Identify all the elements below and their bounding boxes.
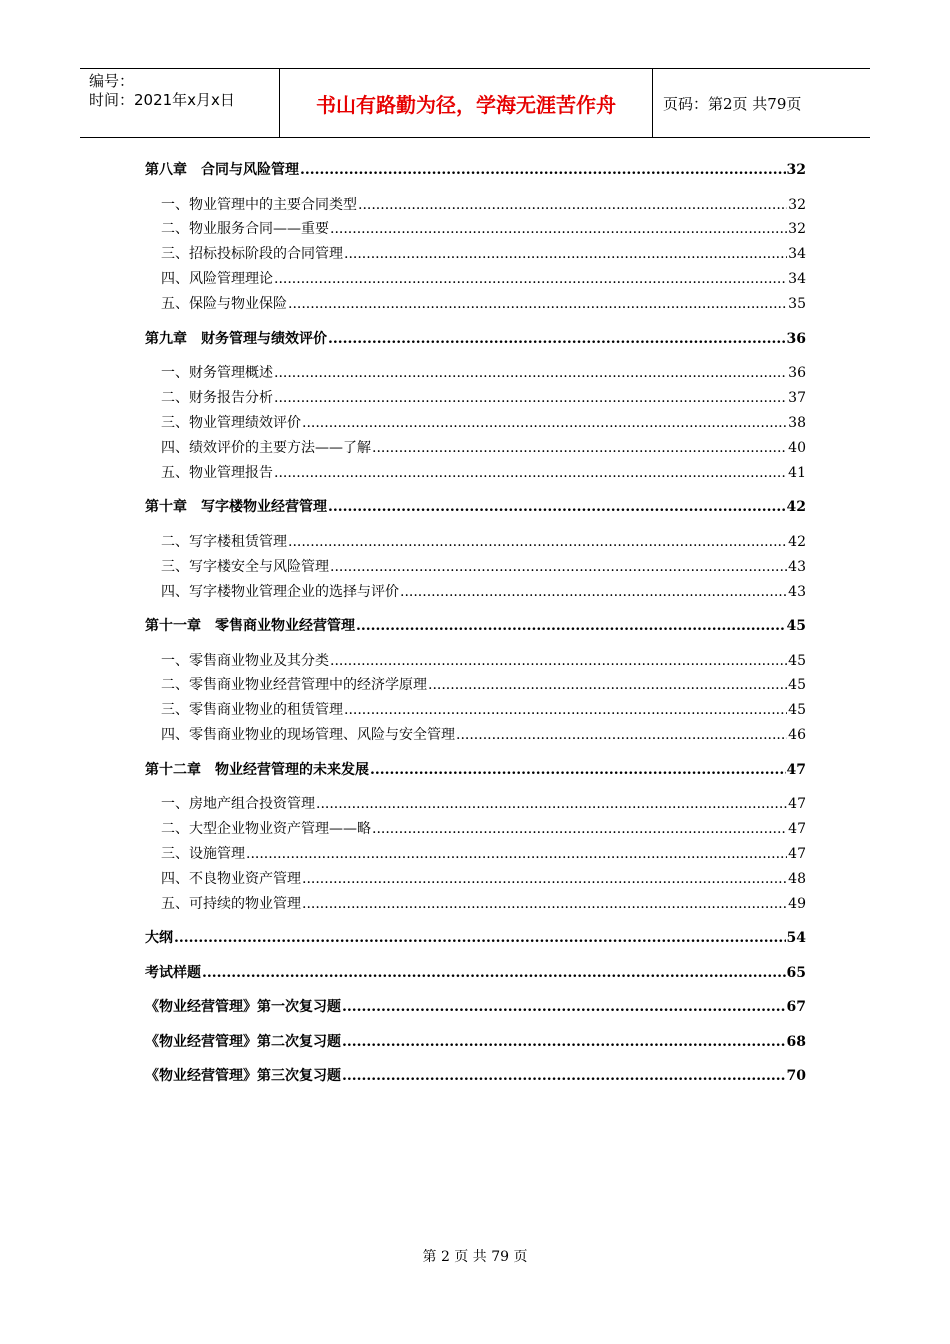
- toc-entry[interactable]: [145, 329, 806, 349]
- toc-entry-title: 五、可持续的物业管理: [161, 895, 301, 912]
- toc-entry-title: 一、财务管理概述: [161, 365, 273, 382]
- toc-leader-dots: [302, 894, 787, 914]
- header-meta: [80, 69, 280, 137]
- toc-entry[interactable]: [145, 725, 806, 745]
- toc-entry-page: 48: [788, 870, 806, 887]
- toc-entry-page: 42: [786, 499, 806, 516]
- toc-entry[interactable]: [145, 363, 806, 383]
- toc-leader-dots: [456, 725, 787, 745]
- toc-entry-page: 43: [788, 558, 806, 575]
- toc-entry[interactable]: [145, 997, 806, 1017]
- toc-entry-title: 三、招标投标阶段的合同管理: [161, 246, 343, 263]
- toc-entry[interactable]: [145, 675, 806, 695]
- toc-entry-title: 《物业经营管理》第三次复习题: [145, 1068, 341, 1085]
- toc-entry[interactable]: [145, 195, 806, 215]
- toc-entry-page: 43: [788, 583, 806, 600]
- toc-leader-dots: [328, 329, 786, 349]
- toc-entry[interactable]: [145, 557, 806, 577]
- toc-entry-page: 45: [788, 702, 806, 719]
- page-footer: 第 2 页 共 79 页: [422, 1249, 528, 1265]
- toc-entry-title: 二、大型企业物业资产管理——略: [161, 821, 371, 838]
- toc-entry-page: 45: [788, 652, 806, 669]
- toc-entry-page: 46: [788, 727, 806, 744]
- toc-leader-dots: [400, 582, 787, 602]
- toc-entry[interactable]: [145, 294, 806, 314]
- toc-entry-title: 第十一章 零售商业物业经营管理: [145, 618, 355, 634]
- toc-entry[interactable]: [145, 794, 806, 814]
- toc-entry-page: 42: [788, 533, 806, 550]
- toc-entry-page: 47: [788, 796, 806, 813]
- toc-entry[interactable]: [145, 532, 806, 552]
- toc-entry-title: 第八章 合同与风险管理: [145, 162, 299, 178]
- toc-entry-title: 三、物业管理绩效评价: [161, 414, 301, 431]
- toc-leader-dots: [342, 997, 786, 1017]
- toc-entry[interactable]: [145, 869, 806, 889]
- toc-entry[interactable]: [145, 463, 806, 483]
- toc-entry-title: 四、不良物业资产管理: [161, 870, 301, 887]
- toc-entry-title: 二、物业服务合同——重要: [161, 221, 329, 238]
- date-label: 时间：2021年x月x日: [89, 91, 235, 109]
- toc-entry[interactable]: [145, 1032, 806, 1052]
- toc-entry-title: 一、零售商业物业及其分类: [161, 652, 329, 669]
- toc-entry[interactable]: [145, 894, 806, 914]
- toc-leader-dots: [302, 869, 787, 889]
- toc-entry[interactable]: [145, 616, 806, 636]
- toc-entry[interactable]: [145, 928, 806, 948]
- toc-leader-dots: [274, 363, 787, 383]
- toc-leader-dots: [246, 844, 787, 864]
- toc-leader-dots: [300, 160, 786, 180]
- toc-entry[interactable]: [145, 1066, 806, 1086]
- toc-entry-title: 第十章 写字楼物业经营管理: [145, 499, 327, 516]
- toc-entry[interactable]: [145, 413, 806, 433]
- code-label: 编号：: [89, 72, 135, 90]
- toc-entry-title: 一、物业管理中的主要合同类型: [161, 196, 357, 213]
- toc-leader-dots: [344, 700, 787, 720]
- toc-entry-page: 41: [788, 464, 806, 481]
- toc-entry[interactable]: [145, 497, 806, 517]
- toc-entry[interactable]: [145, 844, 806, 864]
- toc-leader-dots: [372, 438, 787, 458]
- toc-entry-page: 45: [786, 618, 806, 634]
- toc-entry-page: 70: [786, 1068, 806, 1085]
- toc-entry-title: 考试样题: [145, 964, 201, 981]
- toc-entry-title: 三、零售商业物业的租赁管理: [161, 702, 343, 719]
- toc-entry-page: 54: [786, 930, 806, 947]
- toc-entry[interactable]: [145, 244, 806, 264]
- toc-leader-dots: [342, 1066, 786, 1086]
- toc-entry-page: 34: [788, 246, 806, 263]
- toc-entry-title: 四、写字楼物业管理企业的选择与评价: [161, 583, 399, 600]
- toc-entry-page: 47: [788, 846, 806, 862]
- toc-entry-page: 37: [788, 390, 806, 406]
- toc-leader-dots: [274, 463, 787, 483]
- toc-leader-dots: [372, 819, 787, 839]
- toc-leader-dots: [302, 413, 787, 433]
- toc-entry[interactable]: [145, 700, 806, 720]
- toc-entry-title: 五、保险与物业保险: [161, 296, 287, 313]
- toc-entry-title: 第十二章 物业经营管理的未来发展: [145, 761, 369, 778]
- toc-entry[interactable]: [145, 269, 806, 289]
- toc-entry[interactable]: [145, 963, 806, 983]
- toc-entry[interactable]: [145, 760, 806, 780]
- toc-entry-page: 32: [786, 162, 806, 178]
- toc-leader-dots: [370, 760, 786, 780]
- toc-entry-page: 32: [788, 196, 806, 213]
- toc-entry-title: 三、写字楼安全与风险管理: [161, 558, 329, 575]
- toc-leader-dots: [344, 244, 787, 264]
- toc-leader-dots: [330, 651, 787, 671]
- toc-entry-page: 47: [788, 821, 806, 838]
- toc-leader-dots: [288, 532, 787, 552]
- toc-leader-dots: [356, 616, 786, 636]
- toc-entry-title: 《物业经营管理》第一次复习题: [145, 999, 341, 1016]
- toc-entry[interactable]: [145, 438, 806, 458]
- toc-entry-title: 一、房地产组合投资管理: [161, 796, 315, 813]
- toc-entry-page: 65: [786, 964, 806, 981]
- header-page-info: 页码：第2页 共79页: [663, 94, 802, 113]
- toc-leader-dots: [342, 1032, 786, 1052]
- header-motto: 书山有路勤为径，学海无涯苦作舟: [280, 69, 653, 137]
- toc-leader-dots: [328, 497, 786, 517]
- toc-leader-dots: [202, 963, 786, 983]
- toc-entry-title: 二、写字楼租赁管理: [161, 533, 287, 550]
- toc-leader-dots: [288, 294, 787, 314]
- toc-leader-dots: [358, 195, 787, 215]
- toc-entry-title: 四、风险管理理论: [161, 271, 273, 288]
- toc-entry[interactable]: [145, 219, 806, 239]
- toc-entry-page: 32: [788, 221, 806, 238]
- toc-entry-page: 35: [788, 296, 806, 313]
- toc-leader-dots: [274, 388, 787, 408]
- toc-leader-dots: [174, 928, 786, 948]
- toc-entry-page: 34: [788, 271, 806, 288]
- toc-entry[interactable]: [145, 582, 806, 602]
- toc-entry-title: 五、物业管理报告: [161, 464, 273, 481]
- toc-entry-page: 47: [786, 761, 806, 778]
- toc-entry-page: 45: [788, 677, 806, 694]
- toc-entry-title: 《物业经营管理》第二次复习题: [145, 1033, 341, 1050]
- toc-entry-title: 四、绩效评价的主要方法——了解: [161, 439, 371, 456]
- toc-entry-title: 大纲: [145, 930, 173, 947]
- toc-entry-page: 49: [788, 895, 806, 912]
- toc-entry-page: 36: [786, 330, 806, 347]
- toc-entry[interactable]: [145, 160, 806, 180]
- toc-entry-title: 二、财务报告分析: [161, 390, 273, 406]
- toc-leader-dots: [274, 269, 787, 289]
- toc-entry-page: 67: [786, 999, 806, 1016]
- toc-entry-page: 38: [788, 414, 806, 431]
- toc-entry-page: 68: [786, 1033, 806, 1050]
- page-header: [80, 68, 870, 138]
- toc-entry-title: 四、零售商业物业的现场管理、风险与安全管理: [161, 727, 455, 744]
- toc-entry[interactable]: [145, 651, 806, 671]
- toc-leader-dots: [316, 794, 787, 814]
- toc-leader-dots: [330, 219, 787, 239]
- toc-leader-dots: [428, 675, 787, 695]
- toc-entry[interactable]: [145, 388, 806, 408]
- toc-entry-page: 36: [788, 365, 806, 382]
- toc-entry-title: 二、零售商业物业经营管理中的经济学原理: [161, 677, 427, 694]
- toc-leader-dots: [330, 557, 787, 577]
- toc-entry-page: 40: [788, 439, 806, 456]
- toc-entry-title: 第九章 财务管理与绩效评价: [145, 330, 327, 347]
- toc-entry-title: 三、设施管理: [161, 846, 245, 862]
- toc-entry[interactable]: [145, 819, 806, 839]
